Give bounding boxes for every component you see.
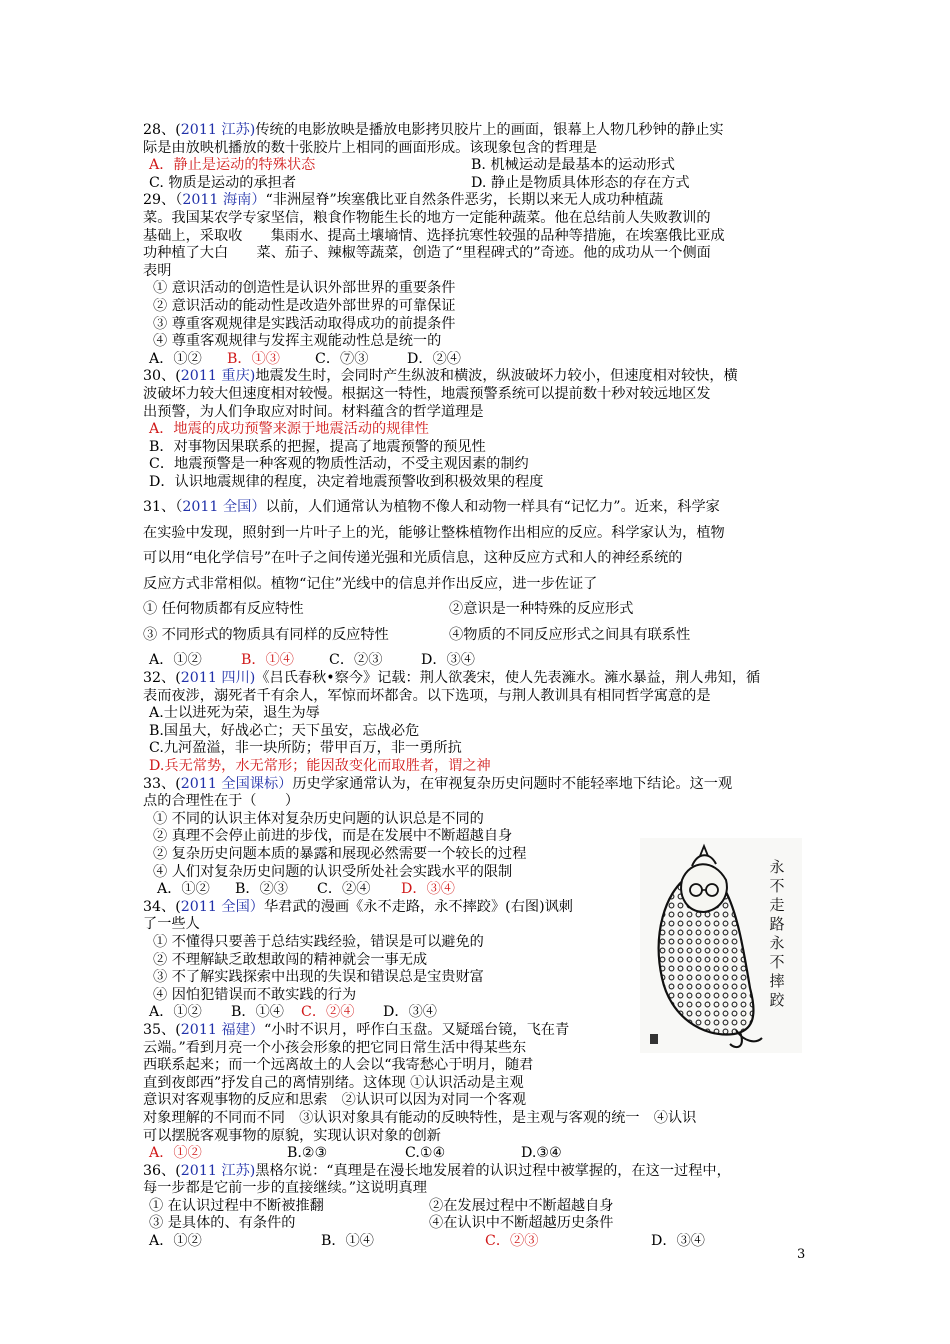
q35-stem-line5: 意识对客观事物的反应和思索 ②认识可以因为对同一个客观 bbox=[143, 1092, 527, 1109]
q29-source: 2011 海南） bbox=[182, 192, 266, 209]
q30-option-a: A．地震的成功预警来源于地震活动的规律性 bbox=[149, 421, 429, 438]
q29-answer-a: A．①② bbox=[149, 350, 202, 367]
q35-answer-d: D.③④ bbox=[521, 1145, 562, 1162]
q29-statement-2: ② 意识活动的能动性是改造外部世界的可靠保证 bbox=[153, 297, 456, 314]
q28-option-d: D. 静止是物质具体形态的存在方式 bbox=[471, 174, 690, 191]
q35-stem-line4: 直到夜郎西”抒发自己的离情别绪。这体现 ①认识活动是主观 bbox=[143, 1074, 524, 1091]
q34-statement-3: ③ 不了解实践探索中出现的失误和错误总是宝贵财富 bbox=[153, 969, 484, 986]
q35-stem-line1: “小时不识月，呼作白玉盘。又疑瑶台镜，飞在青 bbox=[263, 1021, 570, 1038]
q35-stem-line6: 对象理解的不同而不同 ③认识对象具有能动的反映特性，是主观与客观的统一 ④认识 bbox=[143, 1109, 697, 1126]
q31-stem-line3: 可以用“电化学信号”在叶子之间传递光强和光质信息，这种反应方式和人的神经系统的 bbox=[143, 550, 683, 567]
q28-option-c: C. 物质是运动的承担者 bbox=[149, 174, 297, 191]
q30-stem-line3: 出预警，为人们争取应对时间。材料蕴含的哲学道理是 bbox=[143, 403, 484, 420]
q34-answer-b: B．①④ bbox=[231, 1004, 284, 1021]
cartoon-caption-char: 路 bbox=[769, 915, 785, 933]
q36-answer-b: B．①④ bbox=[321, 1233, 374, 1250]
cartoon-caption bbox=[766, 858, 788, 1010]
q30-number: 30、( bbox=[143, 368, 181, 385]
q35-stem-line7: 可以摆脱客观事物的原貌，实现认识对象的创新 bbox=[143, 1127, 441, 1144]
q36-stem-line1: 黑格尔说：“真理是在漫长地发展着的认识过程中被掌握的，在这一过程中， bbox=[255, 1162, 731, 1179]
q35-answer-a: A．①② bbox=[149, 1145, 202, 1162]
q34-statement-1: ① 不懂得只要善于总结实践经验，错误是可以避免的 bbox=[153, 933, 484, 950]
q36-statement-3: ③ 是具体的、有条件的 bbox=[149, 1215, 296, 1232]
q31-statement-1: ① 任何物质都有反应特性 bbox=[143, 601, 304, 618]
q34-statement-2: ② 不理解缺乏敢想敢闯的精神就会一事无成 bbox=[153, 951, 428, 968]
q34-answer-c: C．②④ bbox=[301, 1004, 355, 1021]
q31-answer-d: D．③④ bbox=[421, 652, 475, 669]
q36-source: 2011 江苏) bbox=[180, 1162, 256, 1179]
question-32 bbox=[143, 670, 807, 776]
q36-statement-1: ① 在认识过程中不断被推翻 bbox=[149, 1197, 324, 1214]
q31-statement-4: ④物质的不同反应形式之间具有联系性 bbox=[449, 626, 691, 643]
q29-stem-line5: 表明 bbox=[143, 262, 172, 279]
q35-answer-b: B.②③ bbox=[287, 1145, 328, 1162]
q29-stem-line2: 菜。我国某农学专家坚信，粮食作物能生长的地方一定能种蔬菜。他在总结前人失败教训的 bbox=[143, 209, 711, 226]
q31-answer-a: A．①② bbox=[149, 652, 202, 669]
q29-stem-line1: “非洲屋脊”埃塞俄比亚自然条件恶劣，长期以来无人成功种植蔬 bbox=[265, 192, 664, 209]
q31-stem-line2: 在实验中发现，照射到一片叶子上的光，能够让整株植物作出相应的反应。科学家认为，植物 bbox=[143, 524, 725, 541]
q33-statement-2: ② 真理不会停止前进的步伐，而是在发展中不断超越自身 bbox=[153, 828, 513, 845]
q30-option-c: C．地震预警是一种客观的物质性活动，不受主观因素的制约 bbox=[149, 456, 529, 473]
q32-option-c: C.九河盈溢，非一块所防；带甲百万，非一勇所抗 bbox=[149, 740, 462, 757]
q33-source: 2011 全国课标） bbox=[180, 775, 293, 792]
q31-source: 2011 全国） bbox=[182, 499, 266, 516]
q35-stem-line3: 西联系起来；而一个远离故土的人会以“我寄愁心于明月，随君 bbox=[143, 1057, 534, 1074]
q33-answer-d: D．③④ bbox=[401, 881, 455, 898]
q31-statement-2: ②意识是一种特殊的反应形式 bbox=[449, 601, 634, 618]
cartoon-caption-char: 永 bbox=[769, 934, 785, 952]
q31-stem-line4: 反应方式非常相似。植物“记住”光线中的信息并作出反应，进一步佐证了 bbox=[143, 575, 598, 592]
question-36 bbox=[143, 1163, 807, 1251]
q29-statement-3: ③ 尊重客观规律是实践活动取得成功的前提条件 bbox=[153, 315, 456, 332]
q29-answer-c: C．⑦③ bbox=[315, 350, 369, 367]
q34-stem-line1: 华君武的漫画《永不走路，永不摔跤》(右图)讽刺 bbox=[263, 898, 573, 915]
q28-stem-line1: 传统的电影放映是播放电影拷贝胶片上的画面，银幕上人物几秒钟的静止实 bbox=[255, 122, 724, 138]
question-31 bbox=[143, 495, 807, 670]
q33-statement-3: ② 复杂历史问题本质的暴露和展现必然需要一个较长的过程 bbox=[153, 846, 527, 862]
q30-stem-line1: 地震发生时，会同时产生纵波和横波，纵波破坏力较小，但速度相对较快，横 bbox=[255, 368, 738, 385]
cartoon-caption-char: 不 bbox=[769, 953, 785, 971]
q32-stem-line2: 表而夜涉，溺死者千有余人，军惊而坏都舍。以下选项，与荆人教训具有相同哲学寓意的是 bbox=[143, 687, 711, 704]
q33-stem-line1: 历史学家通常认为，在审视复杂历史问题时不能轻率地下结论。这一观 bbox=[292, 775, 733, 792]
q33-number: 33、( bbox=[143, 775, 181, 792]
q30-option-b: B．对事物因果联系的把握，提高了地震预警的预见性 bbox=[149, 438, 486, 455]
q33-statement-4: ④ 人们对复杂历史问题的认识受所处社会实践水平的限制 bbox=[153, 863, 513, 880]
cartoon-illustration bbox=[640, 838, 802, 1053]
q32-stem-line1: 《吕氏春秋•察今》记载：荆人欲袭宋，使人先表澭水。澭水暴益，荆人弗知，循 bbox=[255, 670, 761, 687]
q31-statement-3: ③ 不同形式的物质具有同样的反应特性 bbox=[143, 626, 389, 643]
q34-answer-d: D．③④ bbox=[383, 1004, 437, 1021]
cartoon-caption-char: 走 bbox=[769, 896, 785, 914]
q29-number: 29、（ bbox=[143, 192, 183, 209]
q35-source: 2011 福建） bbox=[180, 1021, 264, 1038]
q28-number: 28、( bbox=[143, 122, 181, 138]
q35-number: 35、( bbox=[143, 1021, 181, 1038]
q29-stem-line3: 基础上，采取收 集雨水、提高土壤墒情、选择抗寒性较强的品种等措施，在埃塞俄比亚成 bbox=[143, 227, 725, 244]
q36-answer-d: D．③④ bbox=[651, 1233, 705, 1250]
q29-answer-d: D．②④ bbox=[407, 350, 461, 367]
q34-source: 2011 全国） bbox=[180, 898, 264, 915]
document-body bbox=[143, 122, 807, 1251]
q29-answer-b: B．①③ bbox=[227, 350, 280, 367]
q36-number: 36、( bbox=[143, 1162, 181, 1179]
question-29 bbox=[143, 192, 807, 368]
q36-answer-c: C．②③ bbox=[485, 1233, 539, 1250]
q29-stem-line4: 功种植了大白 菜、茄子、辣椒等蔬菜，创造了“里程碑式的”奇迹。他的成功从一个侧面 bbox=[143, 245, 711, 262]
q32-number: 32、( bbox=[143, 670, 181, 687]
q30-source: 2011 重庆) bbox=[180, 368, 256, 385]
q29-statement-1: ① 意识活动的创造性是认识外部世界的重要条件 bbox=[153, 280, 456, 297]
q28-option-a: A．静止是运动的特殊状态 bbox=[149, 157, 316, 174]
q28-option-b: B. 机械运动是最基本的运动形式 bbox=[471, 157, 675, 174]
cartoon-caption-char: 摔 bbox=[769, 972, 785, 990]
question-30 bbox=[143, 368, 807, 491]
q33-answer-a: A．①② bbox=[157, 881, 210, 898]
q30-stem-line2: 波破坏力较大但速度相对较慢。根据这一特性，地震预警系统可以提前数十秒对较远地区发 bbox=[143, 385, 711, 402]
q32-option-a: A.士以进死为荣，退生为辱 bbox=[149, 705, 320, 722]
q31-stem-line1: 以前，人们通常认为植物不像人和动物一样具有“记忆力”。近来，科学家 bbox=[265, 499, 720, 516]
q35-stem-line2: 云端。”看到月亮一个小孩会形象的把它同日常生活中得某些东 bbox=[143, 1039, 527, 1056]
q33-answer-b: B．②③ bbox=[235, 881, 288, 898]
q36-stem-line2: 每一步都是它前一步的直接继续。”这说明真理 bbox=[143, 1180, 427, 1197]
q33-stem-line2: 点的合理性在于（ ） bbox=[143, 793, 300, 810]
q28-source: 2011 江苏) bbox=[180, 122, 256, 138]
q35-answer-c: C.①④ bbox=[405, 1145, 446, 1162]
q34-stem-line2: 了一些人 bbox=[143, 916, 200, 933]
q36-answer-a: A．①② bbox=[149, 1233, 202, 1250]
q34-number: 34、( bbox=[143, 898, 181, 915]
question-28 bbox=[143, 122, 807, 192]
q36-statement-4: ④在认识中不断超越历史条件 bbox=[429, 1215, 614, 1232]
q31-answer-b: B．①④ bbox=[241, 652, 294, 669]
q32-option-b: B.国虽大，好战必亡；天下虽安，忘战必危 bbox=[149, 722, 420, 739]
page-number: 3 bbox=[797, 1247, 806, 1262]
q36-statement-2: ②在发展过程中不断超越自身 bbox=[429, 1197, 614, 1214]
cartoon-caption-char: 不 bbox=[769, 877, 785, 895]
q29-statement-4: ④ 尊重客观规律与发挥主观能动性总是统一的 bbox=[153, 333, 442, 350]
q32-source: 2011 四川) bbox=[180, 670, 256, 687]
q33-statement-1: ① 不同的认识主体对复杂历史问题的认识总是不同的 bbox=[153, 810, 484, 827]
q31-number: 31、（ bbox=[143, 499, 183, 516]
q34-answer-a: A．①② bbox=[149, 1004, 202, 1021]
cartoon-caption-char: 永 bbox=[769, 858, 785, 876]
q30-option-d: D．认识地震规律的程度，决定着地震预警收到积极效果的程度 bbox=[149, 473, 544, 490]
q34-statement-4: ④ 因怕犯错误而不敢实践的行为 bbox=[153, 986, 357, 1003]
q31-answer-c: C．②③ bbox=[329, 652, 383, 669]
q32-option-d: D.兵无常势，水无常形；能因敌变化而取胜者，谓之神 bbox=[149, 758, 491, 775]
q33-answer-c: C．②④ bbox=[317, 881, 371, 898]
cartoon-caption-char: 跤 bbox=[769, 991, 785, 1009]
q28-stem-line2: 际是由放映机播放的数十张胶片上相同的画面形成。该现象包含的哲理是 bbox=[143, 139, 598, 156]
